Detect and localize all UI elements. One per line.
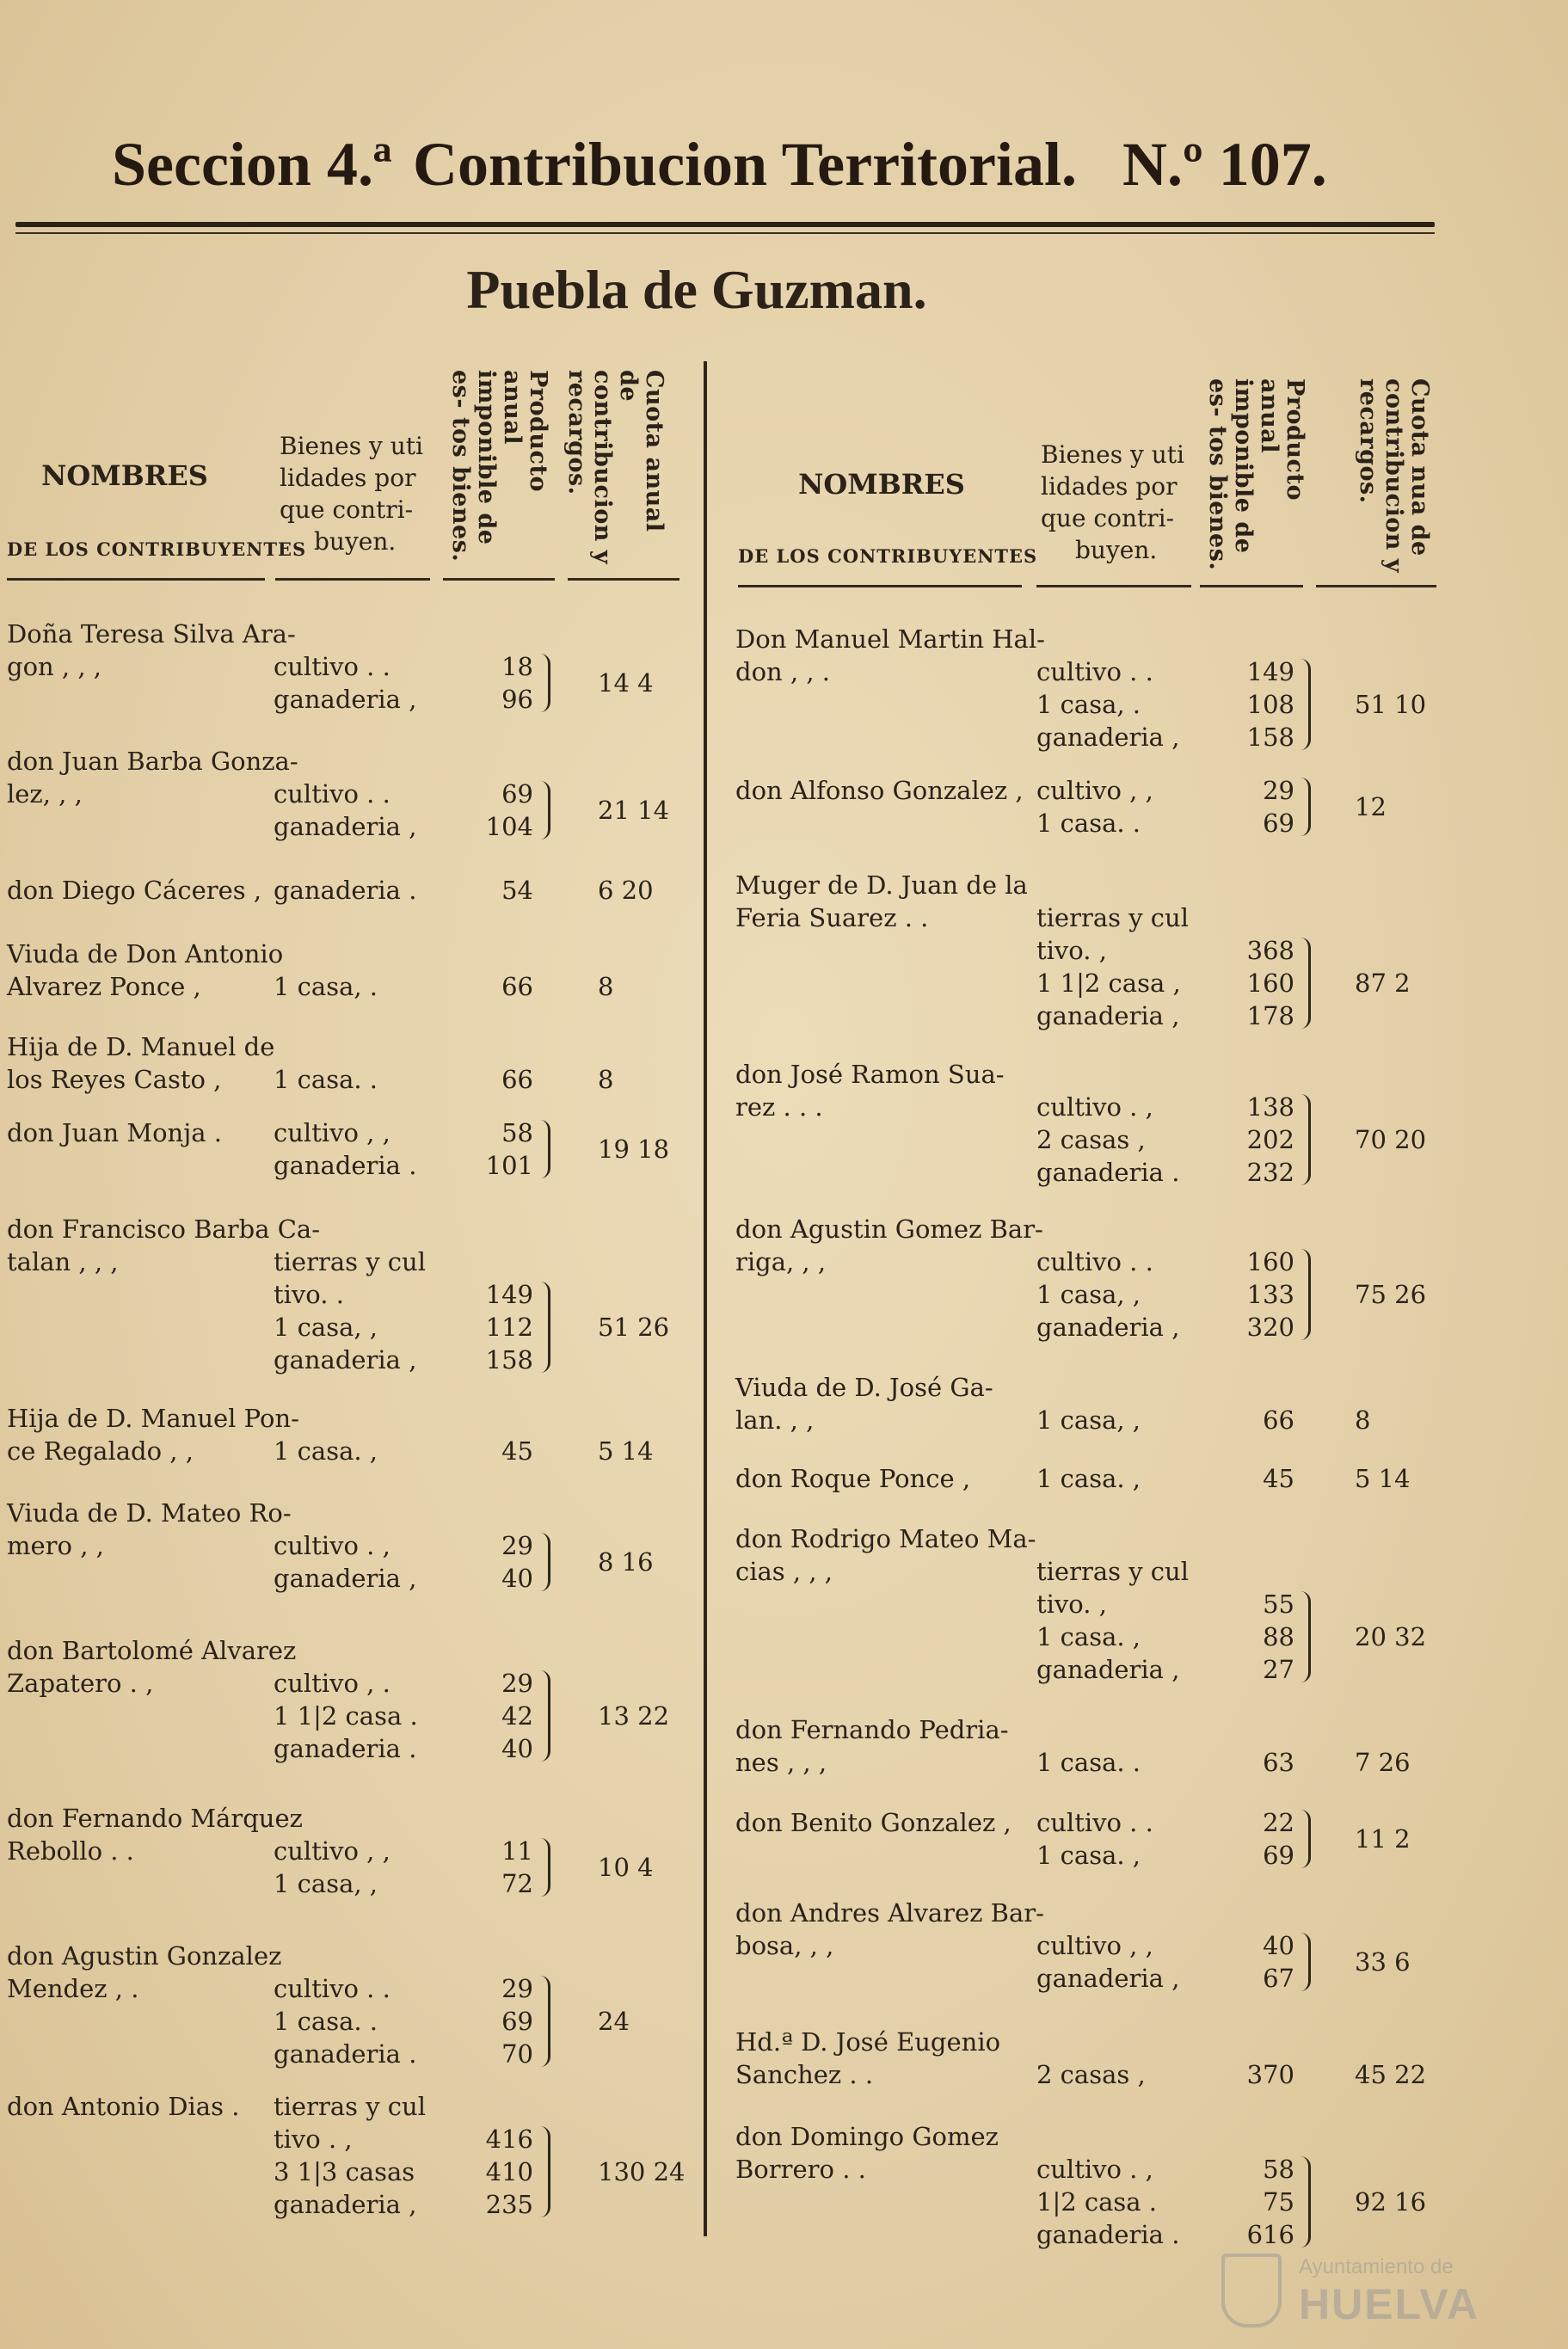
grouping-brace	[1301, 1810, 1311, 1868]
place-title: Puebla de Guzman.	[466, 259, 927, 320]
product-value: 69	[501, 2007, 533, 2036]
property-items: cultivo , . 1 1|2 casa . ganaderia .	[274, 1669, 418, 1763]
taxpayer-name: Hija de D. Manuel de los Reyes Casto ,	[7, 1032, 275, 1094]
annual-quota: 10 4	[598, 1853, 654, 1882]
product-value: 29	[501, 1974, 533, 2003]
annual-product-values	[430, 874, 533, 907]
property-items: cultivo . . 1 casa. ,	[1036, 1808, 1153, 1870]
product-value: 22	[1263, 1808, 1294, 1837]
property-items: 1 casa, .	[274, 972, 378, 1001]
taxpayer-name: Doña Teresa Silva Ara- gon , , ,	[7, 619, 296, 681]
header-rule	[15, 222, 1435, 227]
product-value: 75	[1263, 2187, 1294, 2217]
grouping-brace	[1301, 659, 1311, 750]
right-header-rule-3	[1200, 585, 1303, 587]
taxpayer-name: don Juan Barba Gonza- lez, , ,	[7, 747, 298, 809]
annual-product-values	[430, 1835, 533, 1900]
taxpayer-name: don Fernando Pedria- nes , , ,	[735, 1715, 1009, 1777]
annual-quota: 5 14	[598, 1436, 654, 1466]
product-value: 29	[1263, 776, 1294, 805]
property-items: cultivo . , 2 casas , ganaderia .	[1036, 1092, 1180, 1187]
product-value: 178	[1246, 1001, 1294, 1030]
annual-quota: 75 26	[1355, 1280, 1427, 1309]
annual-product-values	[430, 1667, 533, 1765]
right-cuota-header: Cuota nua de contribucion y recargos.	[1355, 378, 1433, 573]
annual-product-values	[1187, 2153, 1294, 2251]
document-title: Contribucion Territorial.	[413, 130, 1077, 199]
grouping-brace	[540, 654, 550, 712]
grouping-brace	[540, 781, 550, 839]
right-names-subheader: DE LOS CONTRIBUYENTES	[738, 545, 1038, 567]
product-value: 158	[485, 1345, 533, 1374]
annual-quota: 33 6	[1355, 1947, 1411, 1977]
product-value: 616	[1246, 2220, 1294, 2249]
stamp-line-2: HUELVA	[1299, 2280, 1480, 2328]
property-items: cultivo . , 1|2 casa . ganaderia .	[1036, 2155, 1180, 2249]
product-value: 40	[501, 1564, 533, 1593]
property-items: cultivo . . ganaderia ,	[274, 652, 417, 714]
grouping-brace	[540, 1670, 550, 1762]
taxpayer-name: don Francisco Barba Ca- talan , , ,	[7, 1214, 321, 1276]
annual-quota: 87 2	[1355, 969, 1411, 998]
annual-quota: 12	[1355, 792, 1387, 821]
annual-product-values	[1187, 1462, 1294, 1495]
product-value: 58	[1263, 2155, 1294, 2184]
grouping-brace	[540, 2126, 550, 2217]
taxpayer-name: Hd.ª D. José Eugenio Sanchez . .	[735, 2027, 1001, 2089]
product-value: 101	[485, 1151, 533, 1180]
product-value: 149	[485, 1280, 533, 1309]
product-value: 160	[1246, 1247, 1294, 1276]
taxpayer-name: Hija de D. Manuel Pon- ce Regalado , ,	[7, 1404, 299, 1466]
product-value: 29	[501, 1531, 533, 1560]
annual-quota: 13 22	[598, 1701, 670, 1731]
taxpayer-name: don Domingo Gomez Borrero . .	[735, 2122, 999, 2184]
taxpayer-name: don Fernando Márquez Rebollo . .	[7, 1804, 303, 1866]
taxpayer-name: Viuda de Don Antonio Alvarez Ponce ,	[7, 939, 284, 1001]
product-value: 67	[1263, 1964, 1294, 1993]
annual-quota: 8	[1355, 1405, 1371, 1435]
product-value: 45	[1263, 1464, 1294, 1493]
product-value: 11	[501, 1836, 533, 1866]
coat-of-arms-icon	[1221, 2254, 1282, 2327]
annual-product-values	[1187, 1929, 1294, 1995]
taxpayer-name: Viuda de D. Mateo Ro- mero , ,	[7, 1498, 292, 1560]
left-header-rule-3	[443, 578, 555, 581]
property-items: cultivo . . 1 casa, . ganaderia ,	[1036, 657, 1180, 752]
annual-quota: 20 32	[1355, 1622, 1427, 1651]
grouping-brace	[1301, 1094, 1311, 1185]
product-value: 27	[1263, 1655, 1294, 1684]
product-value: 55	[1263, 1590, 1294, 1619]
product-value: 138	[1246, 1092, 1294, 1122]
product-value: 160	[1246, 969, 1294, 998]
grouping-brace	[1301, 2156, 1311, 2248]
annual-quota: 21 14	[598, 796, 670, 825]
annual-quota: 6 20	[598, 876, 654, 905]
annual-quota: 5 14	[1355, 1464, 1411, 1493]
taxpayer-name: don Agustin Gonzalez Mendez , .	[7, 1941, 282, 2003]
annual-quota: 8	[598, 972, 614, 1001]
product-value: 42	[501, 1701, 533, 1731]
product-value: 58	[501, 1118, 533, 1147]
product-value: 320	[1246, 1313, 1294, 1342]
product-value: 108	[1246, 690, 1294, 719]
left-header-rule-2	[275, 578, 430, 581]
annual-quota: 51 10	[1355, 690, 1427, 719]
right-producto-header: Producto anual imponible de es- tos bienes.	[1204, 378, 1308, 571]
archive-stamp	[1221, 2254, 1505, 2331]
section-label: Seccion 4.ª	[112, 130, 392, 199]
annual-product-values	[1187, 1245, 1294, 1344]
grouping-brace	[540, 1838, 550, 1897]
annual-product-values	[430, 1278, 533, 1376]
grouping-brace	[540, 1282, 550, 1373]
grouping-brace	[540, 1533, 550, 1591]
property-items: 2 casas ,	[1036, 2060, 1146, 2089]
product-value: 370	[1246, 2060, 1294, 2089]
annual-product-values	[430, 778, 533, 843]
product-value: 40	[501, 1734, 533, 1763]
product-value: 149	[1246, 657, 1294, 686]
property-items: tierras y cul tivo. , 1 1|2 casa , ganaderia ,	[1036, 903, 1190, 1030]
annual-product-values	[430, 650, 533, 716]
product-value: 54	[501, 876, 533, 905]
property-items: 1 casa, ,	[1036, 1405, 1141, 1435]
property-items: 1 casa. .	[1036, 1748, 1141, 1777]
annual-product-values	[430, 1435, 533, 1467]
annual-quota: 7 26	[1355, 1748, 1411, 1777]
taxpayer-name: Don Manuel Martin Hal- don , , .	[735, 624, 1045, 686]
column-divider	[704, 361, 707, 2236]
product-value: 69	[1263, 1841, 1294, 1870]
taxpayer-name: don Agustin Gomez Bar- riga, , ,	[735, 1214, 1043, 1276]
product-value: 158	[1246, 723, 1294, 752]
annual-quota: 19 18	[598, 1135, 670, 1164]
left-producto-header: Producto anual imponible de es- tos bienes.	[447, 370, 551, 563]
property-items: 1 casa. .	[274, 1065, 378, 1094]
product-value: 368	[1246, 936, 1294, 965]
annual-quota: 70 20	[1355, 1125, 1427, 1154]
annual-product-values	[430, 1529, 533, 1595]
product-value: 69	[1263, 809, 1294, 838]
left-header-rule-4	[568, 578, 679, 581]
product-value: 112	[485, 1313, 533, 1342]
taxpayer-name: Muger de D. Juan de la Feria Suarez . .	[735, 870, 1028, 932]
annual-quota: 14 4	[598, 668, 654, 698]
property-items: cultivo , , 1 casa, ,	[274, 1836, 390, 1898]
left-bienes-header: Bienes y uti lidades por que contri- buyen.	[280, 432, 423, 556]
product-value: 96	[501, 685, 533, 714]
right-names-header: NOMBRES	[798, 468, 965, 501]
annual-product-values	[1187, 1404, 1294, 1436]
annual-quota: 8 16	[598, 1547, 654, 1577]
property-items: tierras y cul tivo. . 1 casa, , ganaderia ,	[274, 1247, 427, 1374]
property-items: cultivo . . 1 casa. . ganaderia .	[274, 1974, 417, 2069]
taxpayer-name: don Bartolomé Alvarez Zapatero . ,	[7, 1636, 297, 1698]
right-header-rule-2	[1036, 585, 1191, 587]
property-items: cultivo . . 1 casa, , ganaderia ,	[1036, 1247, 1180, 1342]
grouping-brace	[540, 1976, 550, 2067]
annual-product-values	[1187, 2058, 1294, 2091]
taxpayer-name: don Antonio Dias .	[7, 2092, 240, 2121]
annual-product-values	[430, 970, 533, 1003]
right-header-rule-4	[1316, 585, 1436, 587]
property-items: cultivo , , ganaderia .	[274, 1118, 417, 1180]
product-value: 70	[501, 2039, 533, 2069]
annual-product-values	[1187, 774, 1294, 839]
annual-product-values	[1187, 1746, 1294, 1779]
annual-quota: 92 16	[1355, 2187, 1427, 2217]
taxpayer-name: don Roque Ponce ,	[735, 1464, 971, 1493]
annual-quota: 8	[598, 1065, 614, 1094]
page-header	[112, 129, 1368, 206]
product-value: 104	[485, 812, 533, 841]
annual-quota: 24	[598, 2007, 630, 2036]
product-value: 235	[485, 2190, 533, 2219]
property-items: ganaderia .	[274, 876, 417, 905]
taxpayer-name: don Benito Gonzalez ,	[735, 1808, 1012, 1837]
annual-product-values	[1187, 1588, 1294, 1686]
grouping-brace	[1301, 778, 1311, 836]
grouping-brace	[1301, 1591, 1311, 1682]
property-items: 1 casa. ,	[274, 1436, 378, 1466]
annual-product-values	[1187, 1806, 1294, 1872]
product-value: 88	[1263, 1622, 1294, 1651]
annual-product-values	[430, 1972, 533, 2070]
stamp-line-1: Ayuntamiento de	[1299, 2255, 1454, 2278]
taxpayer-name: don Andres Alvarez Bar- bosa, , ,	[735, 1898, 1044, 1960]
product-value: 232	[1246, 1158, 1294, 1187]
product-value: 133	[1246, 1280, 1294, 1309]
product-value: 66	[501, 972, 533, 1001]
annual-product-values	[430, 2123, 533, 2221]
annual-product-values	[1187, 934, 1294, 1032]
product-value: 29	[501, 1669, 533, 1698]
property-items: cultivo . , ganaderia ,	[274, 1531, 417, 1593]
property-items: cultivo . . ganaderia ,	[274, 779, 417, 841]
property-items: cultivo , , 1 casa. .	[1036, 776, 1153, 838]
annual-product-values	[1187, 1091, 1294, 1189]
product-value: 45	[501, 1436, 533, 1466]
product-value: 18	[501, 652, 533, 681]
product-value: 72	[501, 1869, 533, 1898]
annual-quota: 11 2	[1355, 1824, 1411, 1854]
taxpayer-name: don Alfonso Gonzalez ,	[735, 776, 1024, 805]
taxpayer-name: don Diego Cáceres ,	[7, 876, 262, 905]
header-rule-thin	[15, 232, 1435, 234]
product-value: 66	[1263, 1405, 1294, 1435]
product-value: 63	[1263, 1748, 1294, 1777]
annual-quota: 45 22	[1355, 2060, 1427, 2089]
product-value: 410	[485, 2157, 533, 2186]
product-value: 69	[501, 779, 533, 809]
left-header-rule-1	[7, 578, 265, 581]
product-value: 40	[1263, 1931, 1294, 1960]
annual-product-values	[430, 1063, 533, 1096]
left-names-header: NOMBRES	[41, 459, 208, 492]
left-cuota-header: Cuota anual de contribucion y recargos.	[563, 370, 667, 564]
grouping-brace	[540, 1120, 550, 1178]
right-header-rule-1	[738, 585, 1022, 587]
product-value: 66	[501, 1065, 533, 1094]
annual-quota: 130 24	[598, 2157, 686, 2186]
property-items: cultivo , , ganaderia ,	[1036, 1931, 1180, 1993]
taxpayer-name: don Rodrigo Mateo Ma- cias , , ,	[735, 1524, 1036, 1586]
taxpayer-name: don José Ramon Sua- rez . . .	[735, 1060, 1005, 1122]
product-value: 416	[485, 2125, 533, 2154]
product-value: 202	[1246, 1125, 1294, 1154]
taxpayer-name: Viuda de D. José Ga- lan. , ,	[735, 1373, 993, 1435]
right-bienes-header: Bienes y uti lidades por que contri- buyen.	[1041, 440, 1184, 564]
grouping-brace	[1301, 1249, 1311, 1340]
property-items: tierras y cul tivo . , 3 1|3 casas ganaderia ,	[274, 2092, 427, 2219]
property-items: 1 casa. ,	[1036, 1464, 1141, 1493]
grouping-brace	[1301, 1933, 1311, 1991]
taxpayer-name: don Juan Monja .	[7, 1118, 222, 1147]
grouping-brace	[1301, 938, 1311, 1029]
annual-product-values	[1187, 655, 1294, 753]
annual-product-values	[430, 1116, 533, 1182]
left-names-subheader: DE LOS CONTRIBUYENTES	[7, 538, 307, 560]
property-items: tierras y cul tivo. , 1 casa. , ganaderia ,	[1036, 1557, 1190, 1684]
document-number: N.º 107.	[1122, 130, 1327, 199]
annual-quota: 51 26	[598, 1313, 670, 1342]
